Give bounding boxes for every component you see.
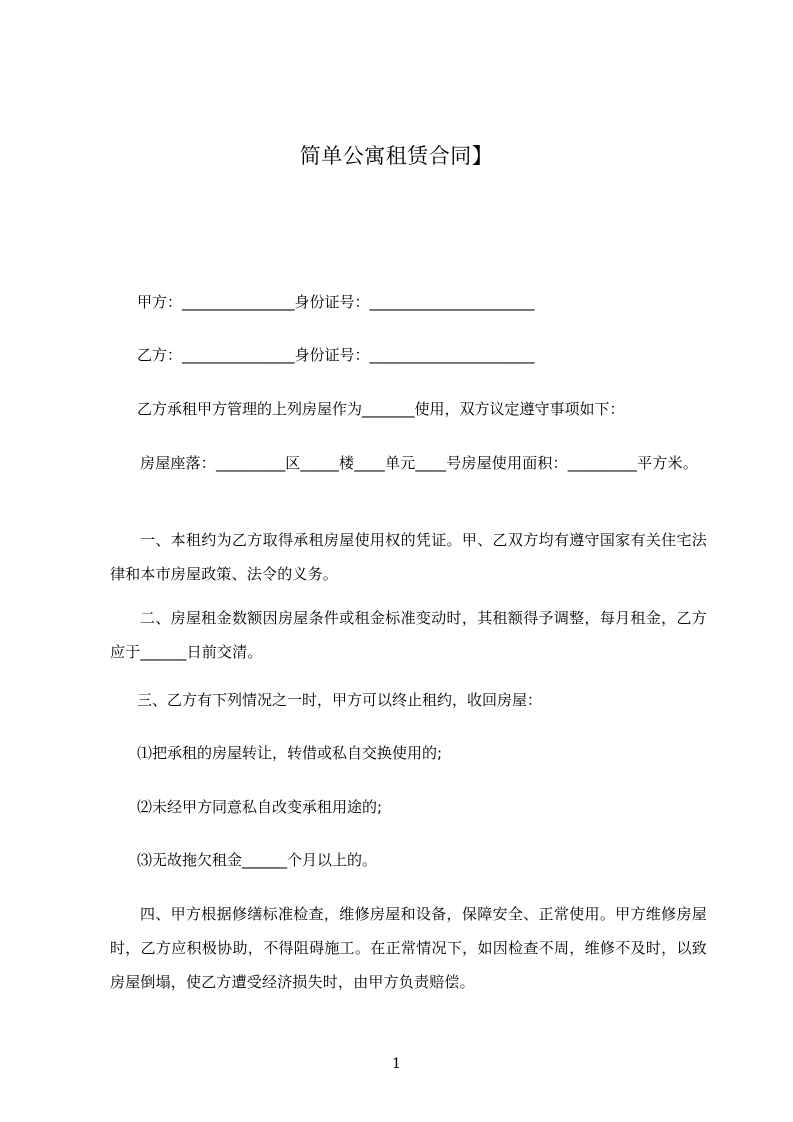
clause-3-item-2: ⑵未经甲方同意私自改变承租用途的;	[137, 798, 383, 816]
clause-4-paragraph: 四、甲方根据修缮标准检查，维修房屋和设备，保障安全、正常使用。甲方维修房屋时，乙方应积极协助，不得阻碍施工。在正常情况下，如因检查不周，维修不及时，以致房屋倒塌，使乙方遭受经济损失时，由甲方负责赔偿。	[110, 905, 707, 991]
clause-3-item-3: ⑶无故拖欠租金______个月以上的。	[137, 851, 378, 869]
location-paragraph: 房屋座落：_________区_____楼____单元____号房屋使用面积：_________平方米。	[140, 454, 698, 472]
document-title: 简单公寓租赁合同】	[299, 144, 494, 168]
clause-3-item-1: ⑴把承租的房屋转让，转借或私自交换使用的;	[137, 744, 443, 762]
clause-1-paragraph: 一、本租约为乙方取得承租房屋使用权的凭证。甲、乙双方均有遵守国家有关住宅法律和本市房屋政策、法令的义务。	[110, 531, 707, 583]
clause-2-paragraph: 二、房屋租金数额因房屋条件或租金标准变动时，其租额得予调整，每月租金，乙方应于______日前交清。	[110, 609, 707, 661]
party-a-line: 甲方：_______________身份证号：______________________	[137, 293, 535, 311]
intro-line: 乙方承租甲方管理的上列房屋作为_______使用，双方议定遵守事项如下：	[137, 400, 625, 418]
page-number: 1	[392, 1056, 401, 1072]
party-b-line: 乙方：_______________身份证号：______________________	[137, 346, 535, 364]
clause-3-line: 三、乙方有下列情况之一时，甲方可以终止租约，收回房屋：	[137, 691, 543, 709]
